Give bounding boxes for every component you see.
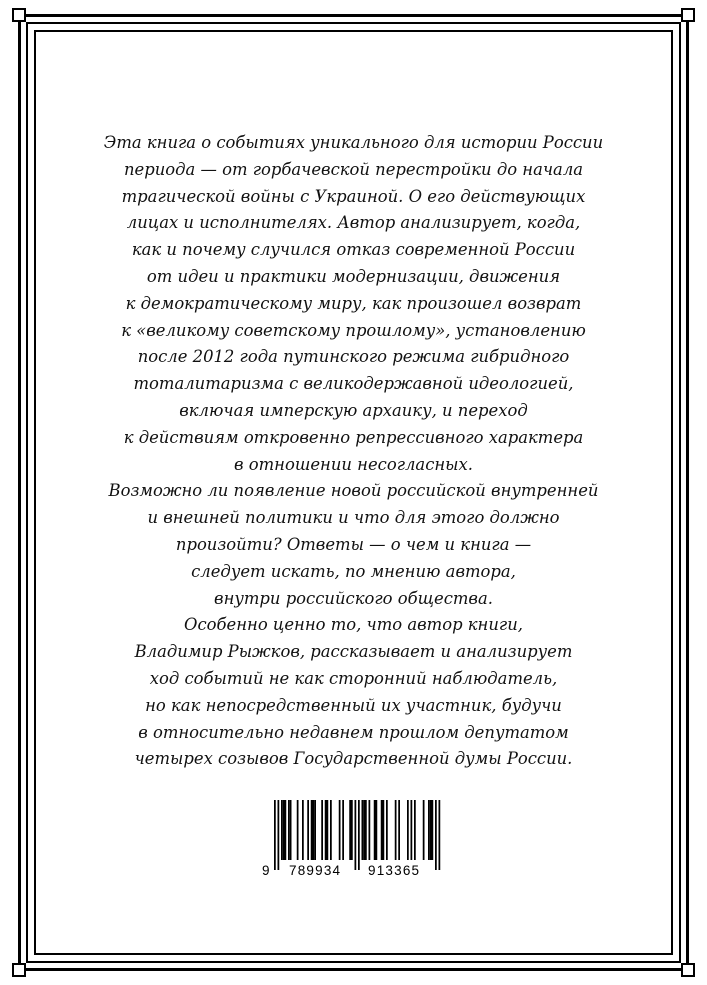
frame-corner-top-right bbox=[681, 8, 695, 22]
frame-corner-bottom-right bbox=[681, 963, 695, 977]
barcode-bar bbox=[374, 800, 376, 860]
barcode-bar bbox=[395, 800, 397, 860]
barcode-right-group: 913365 bbox=[368, 863, 421, 878]
blurb-line: следует искать, по мнению автора, bbox=[191, 561, 516, 581]
blurb-line: Особенно ценно то, что автор книги, bbox=[184, 615, 523, 635]
blurb-line: к «великому советскому прошлому», установлению bbox=[121, 320, 586, 340]
barcode-bar bbox=[342, 800, 344, 860]
barcode-bar bbox=[430, 800, 432, 860]
blurb-line: от идеи и практики модернизации, движения bbox=[146, 266, 561, 286]
barcode-bar bbox=[349, 800, 351, 860]
barcode-bar bbox=[290, 800, 292, 860]
barcode-bar bbox=[365, 800, 367, 860]
barcode-bar bbox=[414, 800, 416, 860]
blurb-line: в относительно недавнем прошлом депутатом bbox=[138, 722, 569, 742]
barcode-prefix-digit: 9 bbox=[262, 863, 271, 878]
blurb-line: тоталитаризма с великодержавной идеологией, bbox=[133, 374, 574, 394]
barcode-left-group: 789934 bbox=[289, 863, 342, 878]
blurb-line: к демократическому миру, как произошел возврат bbox=[125, 293, 582, 313]
barcode-bar bbox=[307, 800, 309, 860]
barcode-guard-bar bbox=[278, 800, 280, 870]
blurb-line: трагической войны с Украиной. О его действующих bbox=[121, 186, 586, 206]
blurb-line: внутри российского общества. bbox=[214, 588, 493, 608]
blurb-line: произойти? Ответы — о чем и книга — bbox=[175, 534, 532, 554]
blurb-line: включая имперскую архаику, и переход bbox=[179, 400, 528, 420]
barcode-bar bbox=[362, 800, 364, 860]
barcode-guard-bar bbox=[358, 800, 360, 870]
barcode-bar bbox=[411, 800, 413, 860]
blurb-line: ход событий не как сторонний наблюдатель, bbox=[149, 668, 558, 688]
blurb-line: после 2012 года путинского режима гибридного bbox=[137, 347, 570, 367]
blurb-line: Владимир Рыжков, рассказывает и анализирует bbox=[134, 642, 573, 662]
barcode-bar bbox=[327, 800, 329, 860]
barcode-guard-bar bbox=[274, 800, 276, 870]
frame-corner-bottom-left bbox=[12, 963, 26, 977]
blurb-line: но как непосредственный их участник, будучи bbox=[145, 695, 562, 715]
barcode-guard-bar bbox=[435, 800, 437, 870]
blurb-line: в отношении несогласных. bbox=[234, 454, 473, 474]
barcode-bar bbox=[381, 800, 383, 860]
barcode-bar bbox=[325, 800, 327, 860]
blurb-line: к действиям откровенно репрессивного характера bbox=[123, 427, 584, 447]
barcode-bar bbox=[432, 800, 434, 860]
blurb-line: лицах и исполнителях. Автор анализирует, когда, bbox=[126, 213, 581, 233]
barcode-bar bbox=[311, 800, 313, 860]
barcode-bar bbox=[386, 800, 388, 860]
barcode-bar bbox=[281, 800, 283, 860]
blurb-line: Эта книга о событиях уникального для истории России bbox=[103, 133, 604, 152]
barcode-bar bbox=[302, 800, 304, 860]
barcode-bar bbox=[339, 800, 341, 860]
blurb-line: и внешней политики и что для этого должно bbox=[147, 508, 560, 528]
barcode-bar bbox=[351, 800, 353, 860]
back-cover-blurb bbox=[60, 130, 647, 773]
barcode-bar bbox=[383, 800, 385, 860]
barcode-bar bbox=[423, 800, 425, 860]
blurb-line: как и почему случился отказ современной России bbox=[131, 240, 576, 260]
barcode-bar bbox=[285, 800, 287, 860]
blurb-line: Возможно ли появление новой российской внутренней bbox=[108, 481, 599, 501]
barcode-guard-bar bbox=[355, 800, 357, 870]
barcode-bar bbox=[398, 800, 400, 860]
barcode-bar bbox=[283, 800, 285, 860]
isbn-barcode bbox=[258, 800, 448, 886]
barcode-bar bbox=[376, 800, 378, 860]
barcode-bar bbox=[314, 800, 316, 860]
barcode-bar bbox=[363, 800, 365, 860]
barcode-bar bbox=[297, 800, 299, 860]
barcode-bar bbox=[330, 800, 332, 860]
blurb-line: периода — от горбачевской перестройки до начала bbox=[123, 159, 584, 179]
barcode-guard-bar bbox=[439, 800, 441, 870]
barcode-bar bbox=[288, 800, 290, 860]
frame-corner-top-left bbox=[12, 8, 26, 22]
barcode-bar bbox=[407, 800, 409, 860]
barcode-bar bbox=[369, 800, 371, 860]
blurb-line: четырех созывов Государственной думы России. bbox=[134, 749, 573, 769]
barcode-bar bbox=[428, 800, 430, 860]
barcode-bar bbox=[321, 800, 323, 860]
barcode-bar bbox=[313, 800, 315, 860]
